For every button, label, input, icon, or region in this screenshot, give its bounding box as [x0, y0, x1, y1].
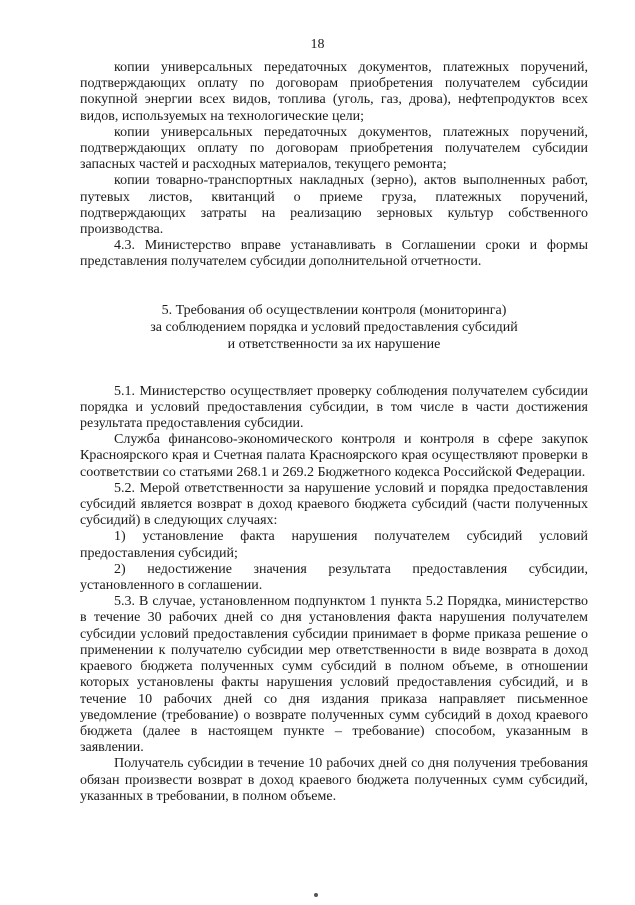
paragraph-5-1: 5.1. Министерство осуществляет проверку соблюдения получателем субсидии порядка и условий предоставления субсидии, в том числе в части достижения результата предоставления субсидии. — [80, 383, 588, 432]
paragraph-5-3: 5.3. В случае, установленном подпунктом 1 пункта 5.2 Порядка, министерство в течение 30 рабочих дней со дня установления факта нарушения получателем субсидии условий предоставления субсидии принимает в форме приказа решение о применении к получателю субсидии мер ответственности в виде возврата в доход краевого бюджета полученных сумм субсидий в полном объеме, в отношении которых установлены факты нарушения условий предоставления субсидий, и в течение 10 рабочих дней со дня издания приказа направляет письменное уведомление (требование) о возврате полученных сумм субсидий в доход краевого бюджета (далее в настоящем пункте – требование) способом, указанным в заявлении. — [80, 594, 588, 756]
section-5-heading — [80, 302, 588, 353]
paragraph-invoices-energy: копии универсальных передаточных документов, платежных поручений, подтверждающих оплату по договорам приобретения получателем субсидии покупной энергии всех видов, топлива (уголь, газ, дрова), нефтепродуктов всех видов, используемых на технологические цели; — [80, 60, 588, 124]
list-item-2: 2) недостижение значения результата предоставления субсидии, установленного в соглашении. — [80, 561, 588, 594]
section-heading-line: за соблюдением порядка и условий предоставления субсидий — [150, 319, 518, 335]
scan-dot-mark — [314, 893, 318, 897]
paragraph-4-3: 4.3. Министерство вправе устанавливать в Соглашении сроки и формы представления получателем субсидии дополнительной отчетности. — [80, 238, 588, 270]
paragraph-refund-deadline: Получатель субсидии в течение 10 рабочих дней со дня получения требования обязан произвести возврат в доход краевого бюджета полученных сумм субсидий, указанных в требовании, в полном объеме. — [80, 756, 588, 804]
paragraph-control-service: Служба финансово-экономического контроля и контроля в сфере закупок Красноярского края и Счетная палата Красноярского края осуществляют проверки в соответствии со статьями 268.1 и 269.2 Бюджетного кодекса Российской Федерации. — [80, 432, 588, 480]
paragraph-waybills: копии товарно-транспортных накладных (зерно), актов выполненных работ, путевых листов, квитанций о приеме груза, платежных поручений, подтверждающих затраты на реализацию зерновых культур собственного производства. — [80, 173, 588, 238]
section-heading-line: и ответственности за их нарушение — [227, 336, 441, 352]
document-body — [80, 60, 588, 805]
paragraph-5-2: 5.2. Мерой ответственности за нарушение условий и порядка предоставления субсидий является возврат в доход краевого бюджета субсидий (части полученных субсидий) в следующих случаях: — [80, 480, 588, 529]
page-number: 18 — [310, 37, 325, 52]
paragraph-invoices-parts: копии универсальных передаточных документов, платежных поручений, подтверждающих оплату по договорам приобретения получателем субсидии запасных частей и расходных материалов, текущего ремонта; — [80, 124, 588, 173]
list-item-1: 1) установление факта нарушения получателем субсидий условий предоставления субсидий; — [80, 529, 588, 561]
section-heading-line: 5. Требования об осуществлении контроля (мониторинга) — [161, 302, 507, 318]
